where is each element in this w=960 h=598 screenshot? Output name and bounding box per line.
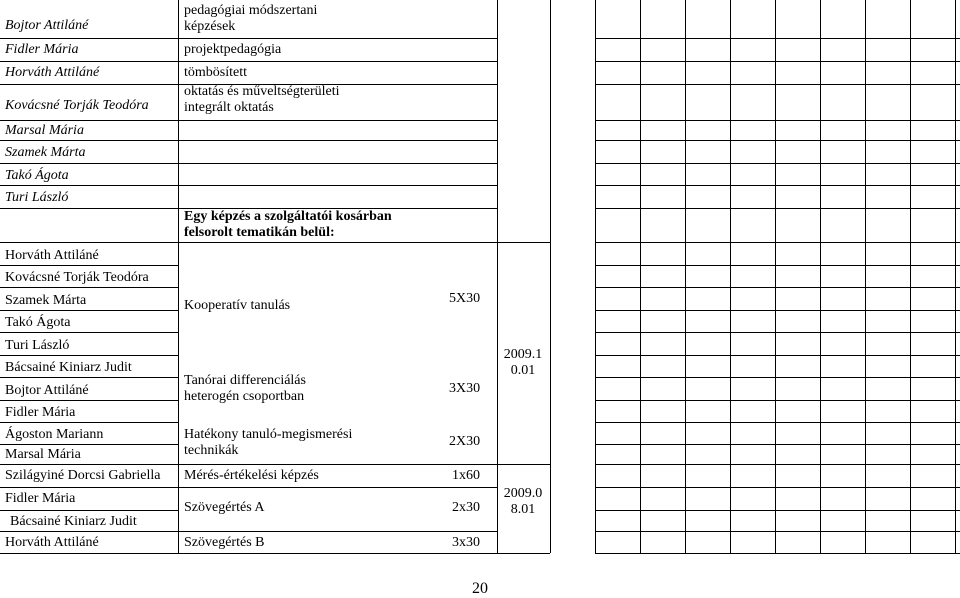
grid-line [0,185,178,186]
session-count: 5X30 [449,291,481,306]
grid-line [0,163,178,164]
grid-line [178,140,497,141]
grid-line [0,444,178,445]
grid-line [0,464,178,465]
session-count: 2X30 [449,434,481,449]
participant-name: Fidler Mária [5,491,76,506]
participant-name: Horváth Attiláné [5,65,100,80]
grid-line [595,84,960,85]
grid-line [595,120,960,121]
grid-line [595,510,960,511]
grid-line [595,400,960,401]
grid-line [595,444,960,445]
training-topic: oktatás és műveltségterületi integrált oktatás [184,84,340,115]
training-topic: Mérés-értékelési képzés [184,468,319,483]
grid-line [178,487,497,488]
grid-line [685,0,686,553]
training-topic: projektpedagógia [184,42,282,57]
participant-name: Fidler Mária [5,42,79,57]
participant-name: Turi László [5,338,70,353]
grid-line [550,0,551,553]
grid-line [595,487,960,488]
grid-line [730,0,731,553]
session-count: 2x30 [452,500,480,515]
grid-line [640,0,641,553]
grid-line [178,531,497,532]
grid-line [595,377,960,378]
grid-line [595,265,960,266]
grid-line [595,310,960,311]
grid-line [0,38,178,39]
participant-name: Takó Ágota [5,315,71,330]
participant-name: Szilágyiné Dorcsi Gabriella [5,468,161,483]
participant-name: Bojtor Attiláné [5,383,89,398]
session-count: 3x30 [452,535,480,550]
training-topic: Szövegértés B [184,535,265,550]
participant-name: Bácsainé Kiniarz Judit [5,360,132,375]
training-topic: pedagógiai módszertani képzések [184,3,318,34]
grid-line [178,464,497,465]
grid-line [0,400,178,401]
grid-line [595,355,960,356]
grid-line [595,61,960,62]
grid-line [865,0,866,553]
participant-name: Kovácsné Torják Teodóra [5,98,149,113]
grid-line [0,355,178,356]
grid-line [0,531,178,532]
grid-line [910,0,911,553]
participant-name: Ágoston Mariann [5,427,104,442]
grid-line [0,287,178,288]
participant-name: Kovácsné Torják Teodóra [5,270,149,285]
session-count: 1x60 [452,468,480,483]
grid-line [595,38,960,39]
grid-line [0,61,178,62]
grid-line [497,242,550,243]
grid-line [595,242,960,243]
grid-line [0,242,178,243]
grid-line [595,163,960,164]
grid-line [595,0,596,553]
participant-name: Bojtor Attiláné [5,18,89,33]
participant-name: Turi László [5,190,69,205]
grid-line [595,208,960,209]
grid-line [178,163,497,164]
training-topic: Szövegértés A [184,500,265,515]
grid-line [0,422,178,423]
grid-line [955,0,956,553]
grid-line [178,120,497,121]
grid-line [0,265,178,266]
training-topic: Kooperatív tanulás [184,298,291,313]
training-topic: tömbösített [184,65,247,80]
grid-line [595,553,960,554]
grid-line [595,531,960,532]
participant-name: Horváth Attiláné [5,248,99,263]
grid-line [178,553,497,554]
grid-line [0,553,178,554]
session-count: 3X30 [449,381,481,396]
grid-line [820,0,821,553]
participant-name: Horváth Attiláné [5,535,99,550]
grid-line [595,140,960,141]
grid-line [178,38,497,39]
grid-line [0,310,178,311]
grid-line [0,332,178,333]
training-topic: Hatékony tanuló-megismerési technikák [184,427,353,458]
grid-line [0,510,178,511]
grid-line [595,332,960,333]
participant-name: Bácsainé Kiniarz Judit [10,514,137,529]
training-topic: Tanórai differenciálás heterogén csoportban [184,373,306,404]
grid-line [595,464,960,465]
grid-line [0,140,178,141]
grid-line [0,84,178,85]
grid-line [497,0,498,553]
grid-line [0,120,178,121]
grid-line [497,553,550,554]
grid-line [497,464,550,465]
grid-line [178,242,497,243]
grid-line [595,287,960,288]
participant-name: Szamek Márta [5,145,86,160]
grid-line [178,185,497,186]
section-heading: Egy képzés a szolgáltatói kosárban felsorolt tematikán belül: [184,209,392,240]
date-value: 2009.0 8.01 [503,486,543,517]
grid-line [775,0,776,553]
grid-line [0,487,178,488]
participant-name: Marsal Mária [5,447,81,462]
grid-line [0,208,178,209]
grid-line [178,61,497,62]
date-value: 2009.1 0.01 [503,347,543,378]
grid-line [0,377,178,378]
page-number: 20 [472,580,488,597]
participant-name: Marsal Mária [5,123,84,138]
grid-line [595,185,960,186]
grid-line [178,0,179,553]
participant-name: Fidler Mária [5,405,76,420]
participant-name: Szamek Márta [5,293,87,308]
participant-name: Takó Ágota [5,168,69,183]
grid-line [595,422,960,423]
